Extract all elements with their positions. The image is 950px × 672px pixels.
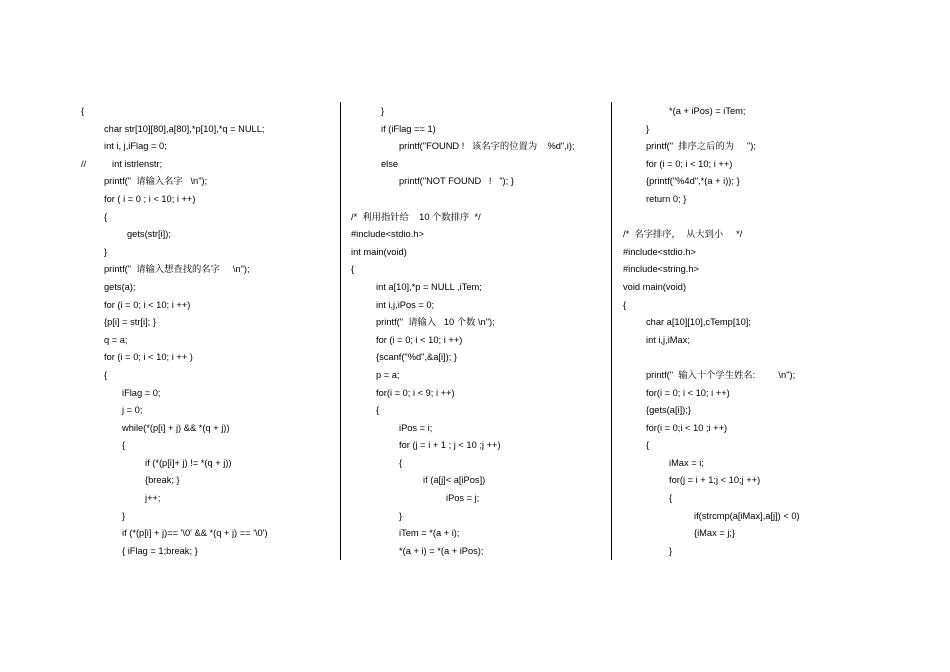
code-line <box>81 490 331 508</box>
code-text: if (*(p[i] + j)== '\0' && *(q + j) == '\0') <box>122 528 268 539</box>
code-text: return 0; } <box>646 193 687 204</box>
code-text: {iMax = j;} <box>694 528 736 539</box>
code-text: iTem = *(a + i); <box>399 528 460 539</box>
code-line <box>351 191 601 209</box>
code-line <box>623 244 873 262</box>
code-text: if (*(p[i]+ j) != *(q + j)) <box>145 457 232 468</box>
code-line <box>81 402 331 420</box>
code-text: /* 利用指针给 10 个数排序 */ <box>351 211 481 222</box>
code-text: int main(void) <box>351 246 407 257</box>
code-line <box>623 367 873 385</box>
code-text: #include<stdio.h> <box>351 229 424 240</box>
code-line <box>623 138 873 156</box>
code-line <box>623 279 873 297</box>
code-text: } <box>381 106 385 116</box>
code-text: { <box>104 211 108 222</box>
code-text: { <box>646 440 650 451</box>
code-line <box>351 261 601 279</box>
code-text: { <box>623 299 627 310</box>
code-text: {gets(a[i]);} <box>646 405 691 416</box>
code-text: printf(" 排序之后的为 "); <box>646 141 756 152</box>
code-text: for (i = 0; i < 10; i ++) <box>646 158 733 169</box>
code-text: if (a[j]< a[iPos]) <box>423 475 486 486</box>
code-line <box>81 156 331 174</box>
code-text: *(a + i) = *(a + iPos); <box>399 545 484 556</box>
code-line <box>351 402 601 420</box>
code-line <box>623 437 873 455</box>
code-line <box>351 314 601 332</box>
code-line <box>623 226 873 244</box>
code-text: } <box>399 510 403 521</box>
code-line <box>351 332 601 350</box>
code-line <box>623 121 873 139</box>
code-text: printf(" 请输入想查找的名字 \n"); <box>104 264 250 275</box>
code-line <box>351 543 601 561</box>
code-line <box>81 455 331 473</box>
code-line <box>81 420 331 438</box>
code-text: } <box>122 510 126 521</box>
code-line <box>623 332 873 350</box>
code-text: } <box>646 123 650 134</box>
code-text: /* 名字排序， 从大到小 */ <box>623 229 743 240</box>
code-text: iFlag = 0; <box>122 387 161 398</box>
code-line <box>81 191 331 209</box>
column-divider-2 <box>611 102 612 560</box>
code-line <box>81 314 331 332</box>
code-text: #include<stdio.h> <box>623 246 696 257</box>
code-text: while(*(p[i] + j) && *(q + j)) <box>122 422 230 433</box>
code-line <box>81 209 331 227</box>
code-text: { <box>399 457 403 468</box>
code-text: int i,j,iMax; <box>646 334 690 345</box>
code-text: gets(str[i]); <box>127 229 171 240</box>
code-text: } <box>104 246 108 257</box>
code-line <box>623 297 873 315</box>
code-column-1 <box>81 103 331 560</box>
code-text: char str[10][80],a[80],*p[10],*q = NULL; <box>104 123 265 134</box>
code-line <box>351 156 601 174</box>
code-line <box>351 173 601 191</box>
code-line <box>81 279 331 297</box>
code-line <box>81 437 331 455</box>
code-line <box>81 332 331 350</box>
code-line <box>81 226 331 244</box>
code-line <box>351 490 601 508</box>
code-line <box>623 156 873 174</box>
code-line <box>81 367 331 385</box>
code-line <box>351 297 601 315</box>
code-line <box>351 349 601 367</box>
code-text: int istrlenstr; <box>112 158 163 169</box>
code-text: q = a; <box>104 334 128 345</box>
code-text: { <box>104 369 108 380</box>
code-text: { <box>122 440 126 451</box>
code-text: for (i = 0; i < 10; i ++) <box>104 299 191 310</box>
code-line <box>81 173 331 191</box>
code-line <box>623 420 873 438</box>
code-text: else <box>381 158 399 169</box>
code-line <box>351 385 601 403</box>
code-text: iPos = j; <box>446 493 480 504</box>
code-line <box>623 525 873 543</box>
code-text: printf(" 请输入名字 \n"); <box>104 176 208 187</box>
code-text: {break; } <box>145 475 180 486</box>
code-line <box>351 367 601 385</box>
code-line <box>351 103 601 121</box>
code-text: } <box>669 545 673 556</box>
code-line <box>351 420 601 438</box>
code-line <box>81 297 331 315</box>
code-text: printf(" 输入十个学生姓名: \n"); <box>646 369 796 380</box>
code-text: char a[10][10],cTemp[10]; <box>646 317 751 328</box>
code-line <box>351 209 601 227</box>
code-text: iMax = i; <box>669 457 704 468</box>
code-text: for (i = 0; i < 10; i ++) <box>376 334 463 345</box>
code-line <box>623 209 873 227</box>
code-line <box>623 173 873 191</box>
code-line <box>351 437 601 455</box>
code-text: int i, j,iFlag = 0; <box>104 141 167 152</box>
code-text: if (iFlag == 1) <box>381 123 436 134</box>
code-line <box>351 508 601 526</box>
code-text: printf("FOUND ! 该名字的位置为 %d",i); <box>399 141 575 152</box>
code-line <box>81 349 331 367</box>
code-text: for ( i = 0 ; i < 10; i ++) <box>104 193 196 204</box>
code-line <box>351 472 601 490</box>
code-line <box>623 472 873 490</box>
code-line <box>623 455 873 473</box>
code-text: for(i = 0; i < 10; i ++) <box>646 387 730 398</box>
code-text: *(a + iPos) = iTem; <box>669 106 746 116</box>
code-text: { <box>351 264 355 275</box>
code-text: { <box>376 405 380 416</box>
code-line <box>81 121 331 139</box>
code-text: for (i = 0; i < 10; i ++ ) <box>104 352 193 363</box>
code-line <box>81 138 331 156</box>
code-text: {printf("%4d",*(a + i)); } <box>646 176 740 187</box>
code-line <box>81 472 331 490</box>
code-text: {scanf("%d",&a[i]); } <box>376 352 458 363</box>
code-text: iPos = i; <box>399 422 433 433</box>
code-text: for (j = i + 1 ; j < 10 ;j ++) <box>399 440 501 451</box>
code-text: for(i = 0;i < 10 ;i ++) <box>646 422 728 433</box>
code-line <box>81 525 331 543</box>
code-line <box>623 103 873 121</box>
code-line <box>81 103 331 121</box>
code-text: { <box>81 106 85 116</box>
code-text: int i,j,iPos = 0; <box>376 299 435 310</box>
code-line <box>623 261 873 279</box>
code-line <box>623 349 873 367</box>
code-line <box>351 525 601 543</box>
code-text: for(i = 0; i < 9; i ++) <box>376 387 455 398</box>
code-column-3 <box>623 103 873 560</box>
code-text: // <box>81 158 87 169</box>
code-text: { <box>669 493 673 504</box>
code-text: void main(void) <box>623 281 687 292</box>
column-divider-1 <box>340 102 341 560</box>
code-line <box>623 385 873 403</box>
code-text: { iFlag = 1;break; } <box>122 545 198 556</box>
code-line <box>351 455 601 473</box>
code-line <box>81 244 331 262</box>
code-text: {p[i] = str[i]; } <box>104 317 156 328</box>
code-text: #include<string.h> <box>623 264 699 275</box>
code-text: j = 0; <box>122 405 143 416</box>
code-line <box>623 508 873 526</box>
code-text: for(j = i + 1;j < 10;j ++) <box>669 475 761 486</box>
code-line <box>623 314 873 332</box>
code-line <box>81 385 331 403</box>
code-text: if(strcmp(a[iMax],a[j]) < 0) <box>694 510 800 521</box>
code-line <box>351 279 601 297</box>
code-text: j++; <box>145 493 161 504</box>
code-text: p = a; <box>376 369 400 380</box>
code-line <box>623 543 873 561</box>
code-line <box>623 490 873 508</box>
code-line <box>351 244 601 262</box>
code-text: printf(" 请输入 10 个数 \n"); <box>376 317 495 328</box>
code-line <box>81 508 331 526</box>
code-line <box>623 191 873 209</box>
code-line <box>81 261 331 279</box>
code-text: printf("NOT FOUND ! "); } <box>399 176 514 187</box>
code-text: int a[10],*p = NULL ,iTem; <box>376 281 482 292</box>
code-line <box>351 226 601 244</box>
code-line <box>351 121 601 139</box>
code-line <box>81 543 331 561</box>
code-line <box>623 402 873 420</box>
code-line <box>351 138 601 156</box>
code-text: gets(a); <box>104 281 136 292</box>
code-column-2 <box>351 103 601 560</box>
